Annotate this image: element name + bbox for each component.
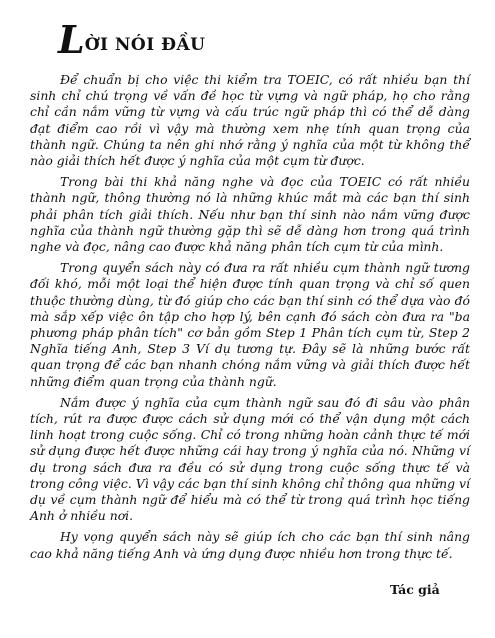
paragraph-3: Trong quyển sách này có đưa ra rất nhiều cụm thành ngữ tương đối khó, mỗi một loại thể hiện được tính quan trọng và chỉ số quen thuộc thường dùng, từ đó giúp cho các bạn thí sinh có thể dựa vào đó mà sắp xếp việc ôn tập cho hợp lý, bên cạnh đó sách còn đưa ra "ba phương pháp phân tích" cơ bản gồm Step 1 Phân tích cụm từ, Step 2 Nghĩa tiếng Anh, Step 3 Ví dụ tương tự. Đây sẽ là những bước rất quan trọng để các bạn nhanh chóng nắm vững và giải thích được hết những điểm quan trọng của thành ngữ. (30, 260, 470, 389)
title-drop-cap: L (58, 17, 84, 62)
title-text: ỜI NÓI ĐẦU (84, 35, 206, 55)
paragraph-5: Hy vọng quyển sách này sẽ giúp ích cho các bạn thí sinh nâng cao khả năng tiếng Anh và ứng dụng được nhiều hơn trong thực tế. (30, 529, 470, 561)
paragraph-1: Để chuẩn bị cho việc thi kiểm tra TOEIC, có rất nhiều bạn thí sinh chỉ chú trọng về vấn đề học từ vựng và ngữ pháp, họ cho rằng chỉ cần nắm vững từ vựng và cấu trúc ngữ pháp thì có thể dễ dàng đạt điểm cao rồi vì vậy mà thường xem nhẹ tính quan trọng của thành ngữ. Chúng ta nên ghi nhớ rằng ý nghĩa của một từ không thể nào giải thích hết được ý nghĩa của một cụm từ được. (30, 72, 470, 169)
paragraph-2: Trong bài thi khả năng nghe và đọc của TOEIC có rất nhiều thành ngữ, thông thường nó là những khúc mắt mà các bạn thí sinh phải phân tích giải thích. Nếu như bạn thí sinh nào nắm vững được nghĩa của thành ngữ thường gặp thì sẽ dễ dàng hơn trong quá trình nghe và đọc, nâng cao được khả năng phân tích cụm từ của mình. (30, 174, 470, 255)
preface-body (30, 72, 470, 567)
page-title (58, 17, 206, 62)
paragraph-4: Nắm được ý nghĩa của cụm thành ngữ sau đó đi sâu vào phân tích, rút ra được được cách sử dụng mới có thể vận dụng một cách linh hoạt trong cuộc sống. Chỉ có trong những hoàn cảnh thực tế mới sử dụng được hết được những cái hay trong ý nghĩa của nó. Những ví dụ trong sách đưa ra đều có sử dụng trong cuộc sống thực tế và trong công việc. Vì vậy các bạn thí sinh không chỉ thông qua những ví dụ về cụm thành ngữ để hiểu mà có thể từ trong quá trình học tiếng Anh ở nhiều nơi. (30, 394, 470, 524)
author-signature: Tác giả (390, 582, 440, 597)
